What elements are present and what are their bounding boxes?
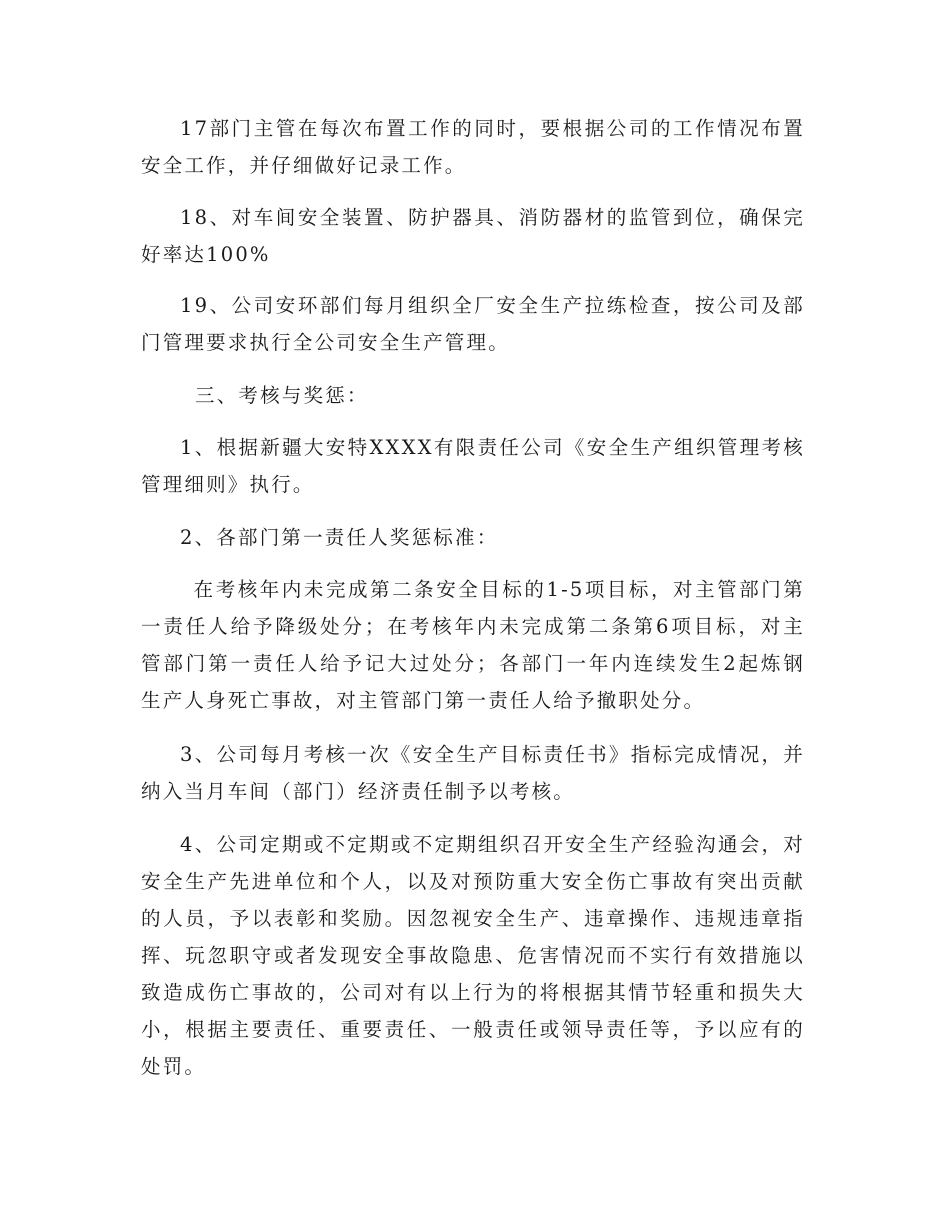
paragraph-text: 2、各部门第一责任人奖惩标准： [180,526,499,549]
paragraph-assessment-4 [141,826,805,1085]
paragraph-text: 19、公司安环部们每月组织全厂安全生产拉练检查，按公司及部门管理要求执行全公司安全生产管理。 [141,294,805,354]
paragraph-assessment-1 [141,429,805,503]
paragraph-assessment-3 [141,736,805,810]
section-heading-text: 三、考核与奖惩： [195,384,369,407]
paragraph-text: 在考核年内未完成第二条安全目标的1-5项目标，对主管部门第一责任人给予降级处分；在考核年内未完成第二条第6项目标，对主管部门第一责任人给予记大过处分；各部门一年内连续发生2起炼钢生产人身死亡事故，对主管部门第一责任人给予撤职处分。 [141,578,805,712]
paragraph-text: 18、对车间安全装置、防护器具、消防器材的监管到位，确保完好率达100% [141,206,805,266]
paragraph-text: 17部门主管在每次布置工作的同时，要根据公司的工作情况布置安全工作，并仔细做好记录工作。 [141,117,805,177]
paragraph-item-19 [141,287,805,361]
paragraph-text: 4、公司定期或不定期或不定期组织召开安全生产经验沟通会，对安全生产先进单位和个人，以及对预防重大安全伤亡事故有突出贡献的人员，予以表彰和奖励。因忽视安全生产、违章操作、违规违章指挥、玩忽职守或者发现安全事故隐患、危害情况而不实行有效措施以致造成伤亡事故的，公司对有以上行为的将根据其情节轻重和损失大小，根据主要责任、重要责任、一般责任或领导责任等，予以应有的处罚。 [141,833,805,1078]
paragraph-reward-punishment-standard [141,571,805,719]
paragraph-assessment-2 [141,519,805,556]
paragraph-item-17 [141,110,805,184]
paragraph-text: 3、公司每月考核一次《安全生产目标责任书》指标完成情况，并纳入当月车间（部门）经济责任制予以考核。 [141,743,805,803]
section-heading-assessment [141,377,805,414]
paragraph-item-18 [141,199,805,273]
paragraph-text: 1、根据新疆大安特XXXX有限责任公司《安全生产组织管理考核管理细则》执行。 [141,436,805,496]
